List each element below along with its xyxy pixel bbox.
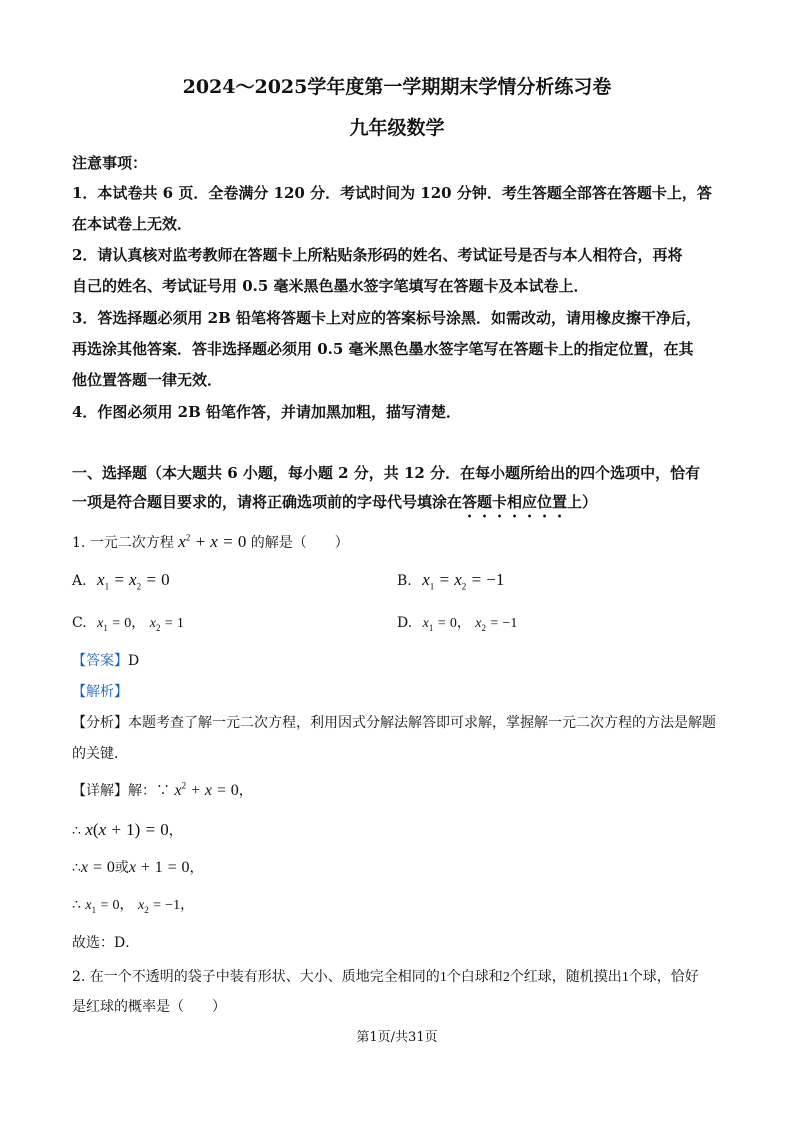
notice-line: 自己的姓名、考试证号用 0.5 毫米黑色墨水签字笔填写在答题卡及本试卷上．: [72, 277, 589, 295]
notice-line: 4．作图必须用 2B 铅笔作答，并请加黑加粗，描写清楚．: [72, 403, 461, 421]
notice-line: 他位置答题一律无效．: [72, 371, 223, 389]
notice-heading: 注意事项：: [72, 154, 148, 172]
answer-value: D: [128, 653, 140, 669]
conclusion: 故选：D．: [72, 935, 140, 951]
question-2-line-1: 2. 在一个不透明的袋子中装有形状、大小、质地完全相同的1个白球和2个红球，随机摸出1个球，恰好: [72, 969, 699, 985]
option-a: A. $x_1 = x_2 = 0$: [72, 570, 170, 592]
option-b: B. $x_1 = x_2 = -1$: [397, 570, 505, 592]
analysis-tag: 【解析】: [72, 684, 128, 700]
page-title: 2024～2025学年度第一学期期末学情分析练习卷: [182, 76, 612, 98]
solution-step-3: ∴ $x_1 = 0$， $x_2 = -1$，: [72, 897, 195, 915]
question-2-line-2: 是红球的概率是（ ）: [72, 999, 226, 1015]
solution-step-2: ∴x = 0或x + 1 = 0，: [72, 859, 204, 876]
page-subtitle: 九年级数学: [349, 117, 445, 139]
section-heading: 一、选择题（本大题共 6 小题，每小题 2 分，共 12 分．在每小题所给出的四个选项中，恰有: [72, 464, 701, 482]
option-d: D. $x_1 = 0$， $x_2 = -1$: [397, 615, 518, 633]
answer-line: [72, 650, 139, 670]
detail-line: 【详解】解：∵ $x^2 + x = 0$，: [72, 780, 253, 799]
page-footer: 第1页/共31页: [356, 1030, 438, 1045]
section-heading-line2: 一项是符合题目要求的，请将正确选项前的字母代号填涂在答题卡相应位置上）: [72, 493, 598, 511]
notice-line: 2．请认真核对监考教师在答题卡上所粘贴条形码的姓名、考试证号是否与本人相符合，再将: [72, 246, 683, 264]
notice-line: 3．答选择题必须用 2B 铅笔将答题卡上对应的答案标号涂黑．如需改动，请用橡皮擦干净后，: [72, 309, 702, 327]
question-1-stem: 1. 一元二次方程 $x^2 + x = 0$ 的解是（ ）: [72, 532, 349, 551]
fenxi-line-2: 的关键．: [72, 746, 128, 762]
solution-step-1: ∴ x(x + 1) = 0，: [72, 820, 183, 839]
option-c: C. $x_1 = 0$， $x_2 = 1$: [72, 615, 184, 633]
notice-line: 在本试卷上无效．: [72, 215, 193, 233]
notice-line: 1．本试卷共 6 页．全卷满分 120 分．考试时间为 120 分钟．考生答题全部答在答题卡上，答: [72, 184, 712, 202]
fenxi-line-1: 【分析】本题考查了解一元二次方程，利用因式分解法解答即可求解，掌握解一元二次方程的方法是解题: [72, 715, 716, 731]
notice-line: 再选涂其他答案．答非选择题必须用 0.5 毫米黑色墨水签字笔写在答题卡上的指定位置，在其: [72, 340, 694, 358]
answer-tag: 【答案】: [72, 653, 128, 669]
